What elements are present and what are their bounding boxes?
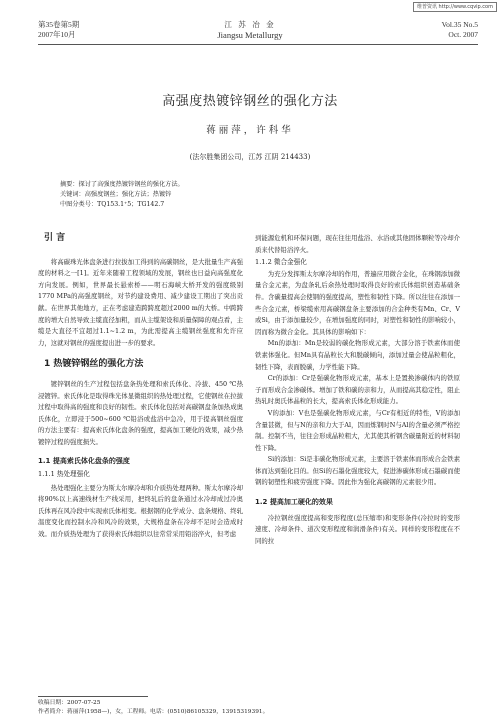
- author-bio: 作者简介：蒋丽萍(1958—)，女，工程师。电话：(0510)86105329，13915319391。: [38, 709, 269, 715]
- source-watermark: 维普资讯 http://www.cqvip.com: [413, 2, 497, 12]
- article-title: 高强度热镀锌钢丝的强化方法: [162, 94, 338, 109]
- article-metadata: [60, 180, 184, 210]
- subsection-1-1-2-paragraph: 为充分发挥斯太尔摩冷却的作用，普遍应用微合金化，在珠钢添加微量合金元素，为盘条轧后余热处理时取得良好的索氏体组织创造基础条件。含碳量提高会使钢的强度提高，塑性和韧性下降。所以往往在添加一些合金元素，桥梁缆索用高碳钢盘条主要添加的合金种类有Mn、Cr、V或Si，由于添加量较少，在增加强度的同时，对塑性和韧性的影响较小，因而称为微合金化。其具体的影响如下：: [255, 269, 460, 336]
- subsection-1-1-1-paragraph: 热处理强化主要分为斯太尔摩冷却和介质热处理两种。斯太尔摩冷却将90%以上高速线材生产线采用，把终轧后的盘条通过水冷却成过冷奥氏体再在风冷段中实现索氏体相变。根据钢的化学成分、盘条规格、终轧温度变化而控制水冷和风冷的效果，大规格盘条在冷却不足时会造成时效。而介质热处理为了获得索氏体组织以往常常采用铅浴淬火，但考虑: [38, 483, 243, 539]
- received-date: 收稿日期：2007-07-25: [38, 700, 101, 706]
- continued-paragraph: 到能源危机和环保问题，现在往往用盐浴、水浴或其他固体颗粒等冷却介质来代替铅浴淬火。: [255, 234, 460, 254]
- keywords: 关键词：高强度钢丝；强化方法；热镀锌: [60, 191, 172, 198]
- subsection-1-2-paragraph: 冷拉钢丝强度提高和变形程度(总压缩率)和变形条件(冷拉时的变形速度、冷却条件、道次变形程度和润滑条件)有关。同样的变形程度在不同的拉: [255, 513, 460, 545]
- abstract: 摘要：探讨了高强度热镀锌钢丝的强化方法。: [60, 181, 184, 188]
- section-heading-intro: 引 言: [44, 233, 66, 243]
- right-column: [255, 233, 460, 547]
- journal-name-cn: 江 苏 冶 金: [224, 20, 276, 29]
- volume-issue-cn: 第35卷第5期: [38, 20, 80, 29]
- section1-paragraph: 镀锌钢丝的生产过程包括盘条热处理和索氏体化、冷拔、450 ℃热浸镀锌。索氏体化是取得珠光体显微组织的热处理过程，它使钢丝在拉拔过程中取得高的强度和良好的韧性。索氏体化包括对高碳钢盘条加热成奥氏体化，立即浸于500~600 ℃铅浴或盐浴中急冷，用于提高钢丝强度的方法主要有：提高索氏体化盘条的强度，提高加工硬化的效果，减少热镀锌过程的强度损失。: [38, 379, 243, 446]
- subsection-heading-1-2: 1.2 提高加工硬化的效果: [255, 498, 333, 507]
- v-paragraph: V的添加：V也是强碳化物形成元素，与Cr有相近的特性，V的添加含量甚微，但与N的亲和力大于Al，因而炼钢时N与Al的含量必须严格控制。控制不当，往往会形成晶粒粗大，尤其使其析钢含碳量附近的材料韧性下降。: [255, 408, 460, 452]
- cr-paragraph: Cr的添加：Cr是强碳化物形成元素，基本上是置换渗碳体内的铁原子而形成合金渗碳体。增加了铁和碳的亲和力，从而提高其稳定性，阻止热轧时奥氏体晶粒的长大，提高索氏体化形成能力。: [255, 374, 460, 406]
- section-heading-1: 1 热镀锌钢丝的强化方法: [44, 359, 144, 370]
- left-column: [38, 233, 243, 541]
- subsection-heading-1-1-1: 1.1.1 热处理强化: [38, 470, 90, 479]
- header-issue-right: [442, 20, 478, 40]
- mn-paragraph: Mn的添加：Mn是较弱的碳化物形成元素，大部分溶于铁素体而使铁素体强化。但Mn具有晶粒长大和脱碳倾向，添加过量会使晶粒粗化，韧性下降，表面脱碳，力学性能下降。: [255, 339, 460, 371]
- subsection-heading-1-1-2: 1.1.2 微合金强化: [255, 258, 307, 267]
- date-en: Oct. 2007: [448, 30, 478, 39]
- author-affiliation: (法尔胜集团公司，江苏 江阴 214433): [189, 153, 311, 161]
- subsection-heading-1-1: 1.1 提高索氏体化盘条的强度: [38, 456, 130, 465]
- footnote: [38, 699, 268, 717]
- date-cn: 2007年10月: [38, 30, 76, 39]
- classification-number: 中图分类号：TQ153.1⁺5；TG142.7: [60, 201, 165, 208]
- article-authors: 蒋丽萍，许科华: [206, 125, 294, 136]
- intro-paragraph: 将高碳珠光体盘条进行拉拔加工得到的高碳钢丝，是大批量生产高强度的材料之一[1]。近年来随着工程领域的发展，钢丝也日益向高强度化方向发展。例如，世界最长悬索桥——明石海峡大桥开发的强度级别1770 MPa的高强度钢丝，对节约建设费用、减少建设工期出了突出贡献。在世界其他地方，正在考虑建造跨跨度超过2000 m的大桥。中跨跨度的增大自然导致主缆直径加粗，而从主缆架设和质量保障的观点看，主缆是大直径不宜超过1.1~1.2 m，为此需提高主缆钢丝强度和允许应力，这就对钢丝的强度提出进一步的要求。: [38, 257, 243, 347]
- journal-name: [0, 20, 500, 40]
- journal-name-en: Jiangsu Metallurgy: [217, 30, 283, 40]
- si-paragraph: Si的添加：Si是非碳化物形成元素，主要溶于铁素体而形成合金铁素体而达到强化目的。但Si的石墨化强度较大，促进渗碳体形成石墨碳而使钢的韧塑性和疲劳强度下降。因此作为强化高碳钢的元素很少用。: [255, 455, 460, 487]
- header-rule: [38, 44, 478, 45]
- volume-issue-en: Vol.35 No.5: [441, 20, 478, 29]
- footnote-rule: [38, 696, 148, 697]
